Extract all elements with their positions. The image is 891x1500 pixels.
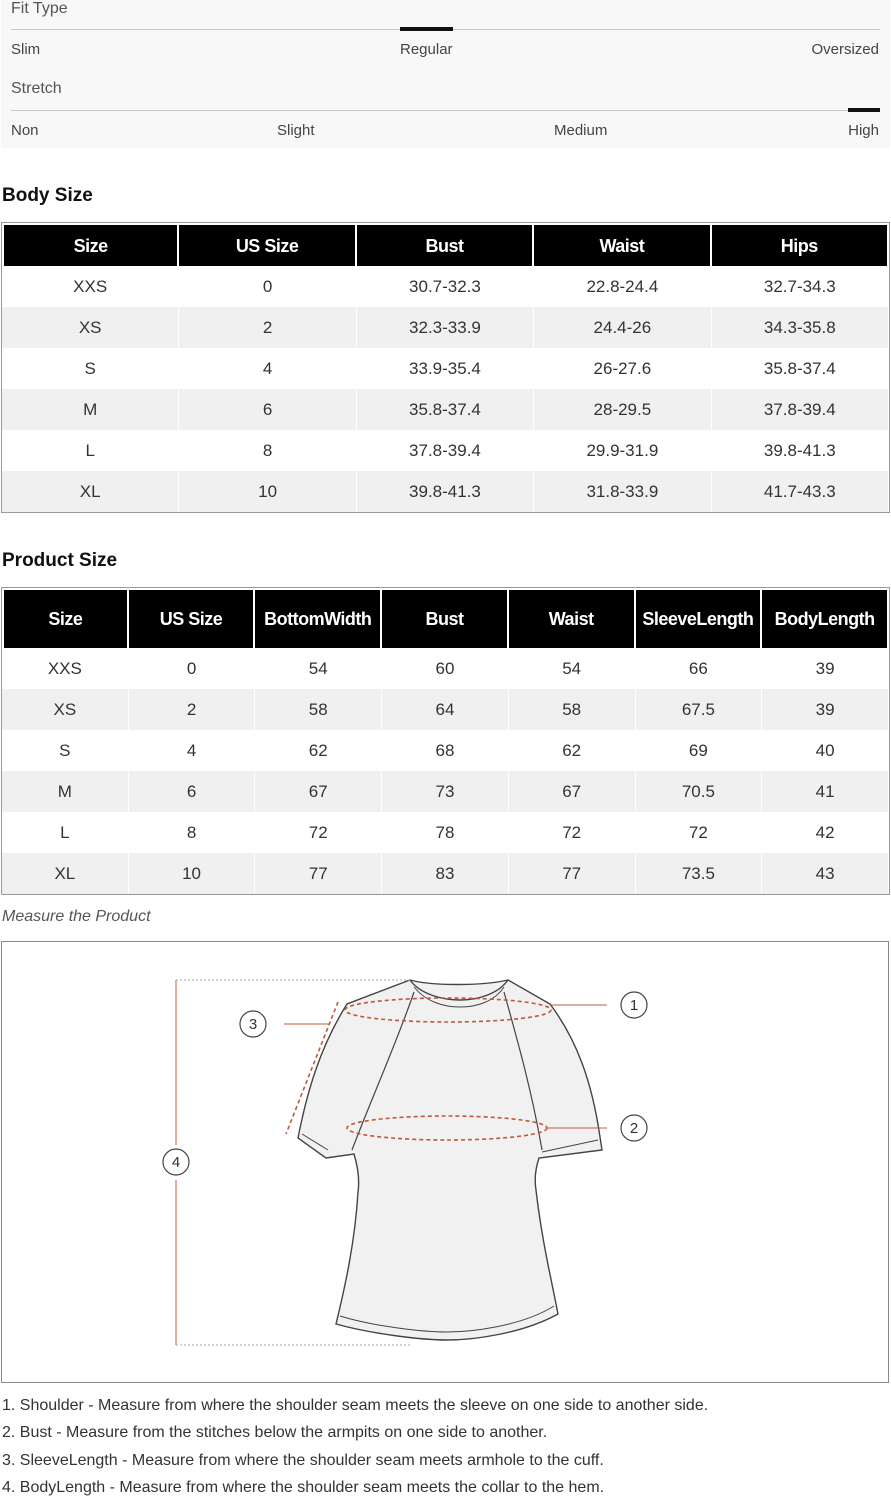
- table-cell: 24.4-26: [534, 307, 711, 348]
- table-cell: 37.8-39.4: [357, 430, 534, 471]
- stretch-title: Stretch: [11, 80, 62, 97]
- table-row: [2, 430, 889, 471]
- column-header: Size: [2, 223, 179, 266]
- table-cell: 8: [179, 430, 356, 471]
- table-cell: 0: [179, 266, 356, 307]
- table-row: [2, 853, 889, 894]
- stretch-option: Slight: [277, 122, 315, 139]
- table-cell: 62: [509, 730, 636, 771]
- table-cell: 67: [255, 771, 382, 812]
- table-cell: 78: [382, 812, 509, 853]
- table-cell: 62: [255, 730, 382, 771]
- stretch-option: Medium: [554, 122, 608, 139]
- stretch-option: High: [848, 122, 879, 139]
- table-cell: XS: [2, 689, 129, 730]
- callout-badge: [621, 1115, 647, 1141]
- tshirt-outline: [298, 980, 602, 1340]
- table-cell: 77: [509, 853, 636, 894]
- table-cell: 40: [762, 730, 889, 771]
- table-cell: 83: [382, 853, 509, 894]
- table-cell: 34.3-35.8: [712, 307, 889, 348]
- table-row: [2, 730, 889, 771]
- table-cell: 39.8-41.3: [712, 430, 889, 471]
- table-cell: 67.5: [636, 689, 763, 730]
- fit-panel: [1, 0, 890, 148]
- table-cell: 72: [255, 812, 382, 853]
- table-cell: M: [2, 771, 129, 812]
- table-cell: 72: [509, 812, 636, 853]
- column-header: Hips: [712, 223, 889, 266]
- table-cell: 64: [382, 689, 509, 730]
- table-cell: 77: [255, 853, 382, 894]
- callout-badge: [240, 1011, 266, 1037]
- table-cell: 54: [255, 648, 382, 689]
- column-header: Size: [2, 588, 129, 648]
- table-cell: 39.8-41.3: [357, 471, 534, 512]
- table-cell: 2: [129, 689, 256, 730]
- table-cell: 73.5: [636, 853, 763, 894]
- table-cell: 4: [129, 730, 256, 771]
- table-cell: 41: [762, 771, 889, 812]
- table-cell: 39: [762, 689, 889, 730]
- table-cell: 68: [382, 730, 509, 771]
- table-cell: 39: [762, 648, 889, 689]
- table-cell: 41.7-43.3: [712, 471, 889, 512]
- column-header: BottomWidth: [255, 588, 382, 648]
- callout-number: 1: [629, 997, 639, 1014]
- table-cell: 30.7-32.3: [357, 266, 534, 307]
- measurement-note: 3. SleeveLength - Measure from where the shoulder seam meets armhole to the cuff.: [2, 1452, 604, 1469]
- table-cell: 43: [762, 853, 889, 894]
- table-cell: 32.7-34.3: [712, 266, 889, 307]
- table-row: [2, 648, 889, 689]
- fit-type-title: Fit Type: [11, 0, 68, 17]
- column-header: BodyLength: [762, 588, 889, 648]
- body-size-heading: Body Size: [2, 185, 93, 206]
- stretch-marker: [848, 108, 880, 112]
- callout-badge: [621, 992, 647, 1018]
- column-header: Bust: [357, 223, 534, 266]
- table-cell: XS: [2, 307, 179, 348]
- table-row: [2, 389, 889, 430]
- table-cell: S: [2, 348, 179, 389]
- table-cell: 42: [762, 812, 889, 853]
- table-cell: 35.8-37.4: [357, 389, 534, 430]
- table-cell: 6: [179, 389, 356, 430]
- callout-number: 3: [248, 1016, 258, 1033]
- measurement-diagram: [1, 941, 889, 1383]
- table-cell: S: [2, 730, 129, 771]
- product-size-heading: Product Size: [2, 550, 118, 571]
- measurement-note: 2. Bust - Measure from the stitches below the armpits on one side to another.: [2, 1424, 548, 1441]
- table-row: [2, 348, 889, 389]
- fit-type-marker: [400, 27, 453, 31]
- table-cell: 54: [509, 648, 636, 689]
- table-cell: L: [2, 430, 179, 471]
- tshirt-diagram: [2, 942, 888, 1382]
- table-cell: 31.8-33.9: [534, 471, 711, 512]
- table-cell: XXS: [2, 648, 129, 689]
- table-row: [2, 771, 889, 812]
- table-cell: 73: [382, 771, 509, 812]
- table-cell: 8: [129, 812, 256, 853]
- table-cell: 10: [129, 853, 256, 894]
- table-row: [2, 307, 889, 348]
- callout-badge: [163, 1149, 189, 1175]
- table-row: [2, 266, 889, 307]
- table-cell: 22.8-24.4: [534, 266, 711, 307]
- table-header-row: [2, 588, 889, 648]
- callout-number: 2: [629, 1120, 639, 1137]
- table-cell: 60: [382, 648, 509, 689]
- table-cell: 35.8-37.4: [712, 348, 889, 389]
- table-cell: 69: [636, 730, 763, 771]
- measurement-note: 4. BodyLength - Measure from where the shoulder seam meets the collar to the hem.: [2, 1479, 605, 1496]
- column-header: SleeveLength: [636, 588, 763, 648]
- fit-type-option: Oversized: [811, 41, 879, 58]
- fit-type-option: Slim: [11, 41, 41, 58]
- table-cell: 4: [179, 348, 356, 389]
- column-header: Waist: [509, 588, 636, 648]
- table-cell: 26-27.6: [534, 348, 711, 389]
- column-header: US Size: [129, 588, 256, 648]
- column-header: Waist: [534, 223, 711, 266]
- table-cell: 70.5: [636, 771, 763, 812]
- table-cell: 0: [129, 648, 256, 689]
- table-cell: L: [2, 812, 129, 853]
- table-cell: 67: [509, 771, 636, 812]
- table-cell: 66: [636, 648, 763, 689]
- table-cell: 32.3-33.9: [357, 307, 534, 348]
- table-cell: 37.8-39.4: [712, 389, 889, 430]
- table-cell: 6: [129, 771, 256, 812]
- table-row: [2, 471, 889, 512]
- table-cell: 58: [509, 689, 636, 730]
- table-header-row: [2, 223, 889, 266]
- table-cell: XL: [2, 853, 129, 894]
- table-row: [2, 689, 889, 730]
- table-cell: XXS: [2, 266, 179, 307]
- table-cell: 29.9-31.9: [534, 430, 711, 471]
- table-cell: 72: [636, 812, 763, 853]
- product-size-table: [1, 587, 890, 895]
- table-cell: 33.9-35.4: [357, 348, 534, 389]
- table-cell: XL: [2, 471, 179, 512]
- measurement-note: 1. Shoulder - Measure from where the shoulder seam meets the sleeve on one side to another side.: [2, 1397, 709, 1414]
- table-cell: 2: [179, 307, 356, 348]
- table-cell: 10: [179, 471, 356, 512]
- callout-number: 4: [171, 1154, 181, 1171]
- table-cell: M: [2, 389, 179, 430]
- stretch-track: [11, 110, 880, 111]
- table-cell: 58: [255, 689, 382, 730]
- body-size-table: [1, 222, 890, 513]
- column-header: US Size: [179, 223, 356, 266]
- fit-type-option: Regular: [400, 41, 453, 58]
- table-row: [2, 812, 889, 853]
- stretch-option: Non: [11, 122, 39, 139]
- column-header: Bust: [382, 588, 509, 648]
- measure-caption: Measure the Product: [2, 908, 151, 925]
- table-cell: 28-29.5: [534, 389, 711, 430]
